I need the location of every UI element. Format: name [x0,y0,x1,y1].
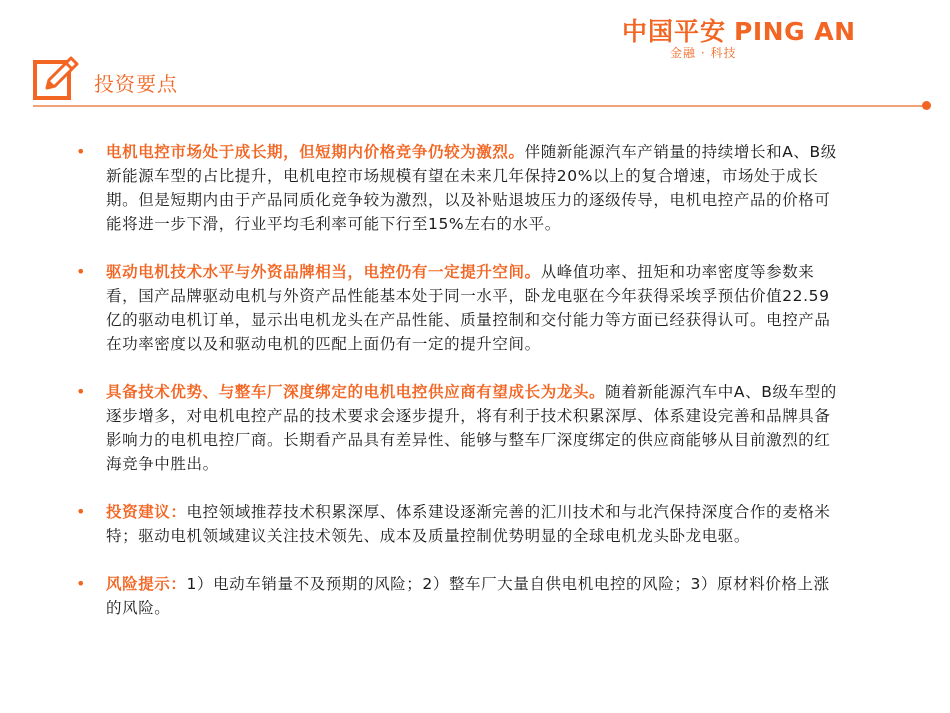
logo-chinese: 中国平安 [622,17,727,46]
bullet-highlight: 投资建议： [106,503,187,521]
bullet-text: 从峰值功率、扭矩和功率密度等参数来看，国产品牌驱动电机与外资产品性能基本处于同一水平，卧龙电驱在今年获得采埃孚预估价值22.59亿的驱动电机订单，显示出电机龙头在产品性能、质量控制和交付能力等方面已经获得认可。电控产品在功率密度以及和驱动电机的匹配上面仍有一定的提升空间。 [106,263,831,353]
list-item [73,140,843,236]
bullet-text: 电控领域推荐技术积累深厚、体系建设逐渐完善的汇川技术和与北汽保持深度合作的麦格米特；驱动电机领域建议关注技术领先、成本及质量控制优势明显的全球电机龙头卧龙电驱。 [106,503,831,545]
bullet-text: 随着新能源汽车中A、B级车型的逐步增多，对电机电控产品的技术要求会逐步提升，将有利于技术积累深厚、体系建设完善和品牌具备影响力的电机电控厂商。长期看产品具有差异性、能够与整车厂深度绑定的供应商能够从目前激烈的红海竞争中胜出。 [106,383,837,473]
investment-points-list [73,140,843,644]
logo-tagline: 金融 · 科技 [670,46,737,60]
bullet-highlight: 驱动电机技术水平与外资品牌相当，电控仍有一定提升空间。 [106,263,541,281]
divider-end-dot [922,101,931,110]
section-title: 投资要点 [94,72,178,96]
bullet-dot-icon: • [76,382,87,401]
bullet-highlight: 具备技术优势、与整车厂深度绑定的电机电控供应商有望成长为龙头。 [106,383,606,401]
pingan-logo [622,12,912,62]
title-divider [33,105,926,107]
list-item [73,572,843,620]
list-item [73,380,843,476]
logo-english: PING AN [734,17,856,46]
bullet-dot-icon: • [76,142,87,161]
bullet-highlight: 风险提示： [106,575,187,593]
bullet-dot-icon: • [76,574,87,593]
pencil-note-icon [33,54,81,102]
bullet-dot-icon: • [76,502,87,521]
bullet-highlight: 电机电控市场处于成长期，但短期内价格竞争仍较为激烈。 [106,143,525,161]
bullet-text: 伴随新能源汽车产销量的持续增长和A、B级新能源车型的占比提升，电机电控市场规模有望在未来几年保持20%以上的复合增速，市场处于成长期。但是短期内由于产品同质化竞争较为激烈，以及补贴退坡压力的逐级传导，电机电控产品的价格可能将进一步下滑，行业平均毛利率可能下行至15%左右的水平。 [106,143,837,233]
list-item [73,500,843,548]
list-item [73,260,843,356]
bullet-text: 1）电动车销量不及预期的风险；2）整车厂大量自供电机电控的风险；3）原材料价格上涨的风险。 [106,575,830,617]
bullet-dot-icon: • [76,262,87,281]
logo-wordmark [622,12,856,48]
